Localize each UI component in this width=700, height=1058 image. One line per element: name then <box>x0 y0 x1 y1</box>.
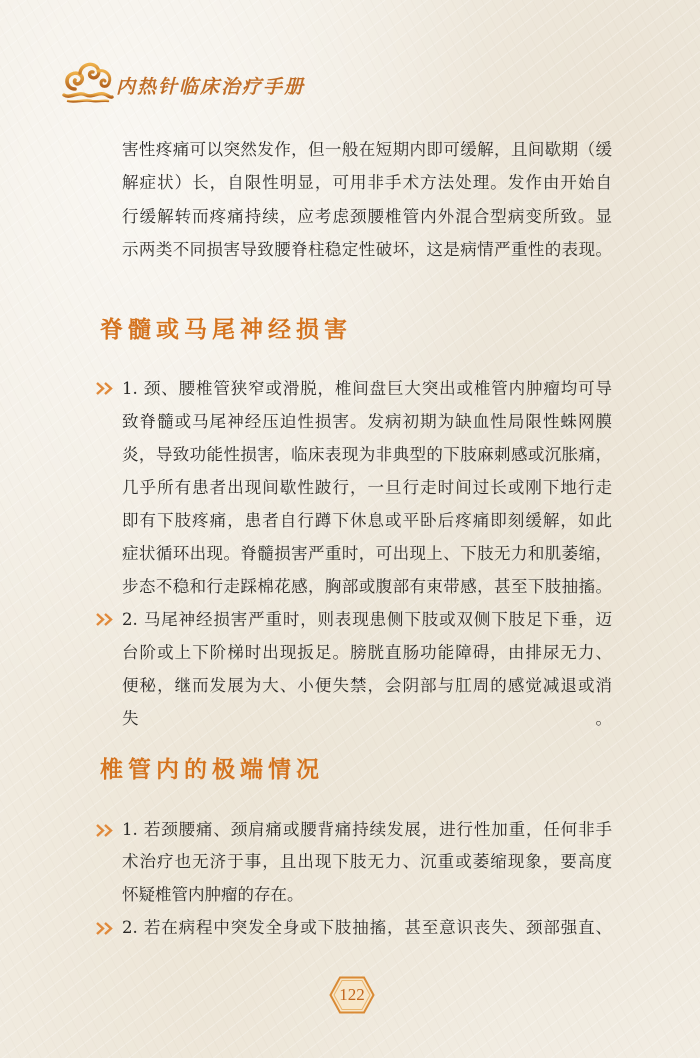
double-chevron-icon <box>95 612 115 627</box>
text-line: 解症状）长，自限性明显，可用非手术方法处理。发作由开始自 <box>122 173 612 193</box>
text-line: 2. 若在病程中突发全身或下肢抽搐，甚至意识丧失、颈部强直、 <box>122 917 612 937</box>
double-chevron-icon <box>95 921 115 936</box>
text-line: 示两类不同损害导致腰脊柱稳定性破坏，这是病情严重性的表现。 <box>122 239 612 259</box>
text-line: 行缓解转而疼痛持续，应考虑颈腰椎管内外混合型病变所致。显 <box>122 206 612 226</box>
text-line: 症状循环出现。脊髓损害严重时，可出现上、下肢无力和肌萎缩， <box>122 543 612 563</box>
text-line: 便秘，继而发展为大、小便失禁，会阴部与肛周的感觉减退或消失。 <box>122 676 612 729</box>
page-number-badge <box>329 976 375 1014</box>
text-line: 2. 马尾神经损害严重时，则表现患侧下肢或双侧下肢足下垂，迈 <box>122 610 612 630</box>
section-heading: 脊髓或马尾神经损害 <box>100 316 352 343</box>
list-item <box>122 814 612 912</box>
text-line: 术治疗也无济于事，且出现下肢无力、沉重或萎缩现象，要高度 <box>122 852 612 872</box>
text-line: 即有下肢疼痛，患者自行蹲下休息或平卧后疼痛即刻缓解，如此 <box>122 510 612 530</box>
text-line: 1. 若颈腰痛、颈肩痛或腰背痛持续发展，进行性加重，任何非手 <box>122 819 612 839</box>
text-line: 1. 颈、腰椎管狭窄或滑脱，椎间盘巨大突出或椎管内肿瘤均可导 <box>122 378 612 398</box>
text-line: 害性疼痛可以突然发作，但一般在短期内即可缓解，且间歇期（缓 <box>122 140 612 159</box>
list-item <box>122 372 612 604</box>
running-header <box>60 58 305 106</box>
paragraph <box>122 133 612 266</box>
numbered-list <box>122 814 612 945</box>
list-item <box>122 912 612 945</box>
numbered-list <box>122 372 612 729</box>
double-chevron-icon <box>95 823 115 838</box>
list-item <box>122 603 612 729</box>
page-number: 122 <box>339 985 365 1004</box>
text-line: 致脊髓或马尾神经压迫性损害。发病初期为缺血性局限性蛛网膜 <box>122 411 612 431</box>
text-line: 台阶或上下阶梯时出现扳足。膀胱直肠功能障碍，由排尿无力、 <box>122 643 612 663</box>
text-line: 炎，导致功能性损害，临床表现为非典型的下肢麻刺感或沉胀痛， <box>122 444 612 464</box>
text-line: 怀疑椎管内肿瘤的存在。 <box>122 884 304 904</box>
book-title: 内热针临床治疗手册 <box>116 75 306 98</box>
cloud-ornament-icon <box>60 59 114 105</box>
section-heading: 椎管内的极端情况 <box>100 756 324 783</box>
double-chevron-icon <box>95 381 115 396</box>
text-line: 几乎所有患者出现间歇性跛行，一旦行走时间过长或刚下地行走 <box>122 477 612 497</box>
text-line: 步态不稳和行走踩棉花感，胸部或腹部有束带感，甚至下肢抽搐。 <box>122 577 612 597</box>
